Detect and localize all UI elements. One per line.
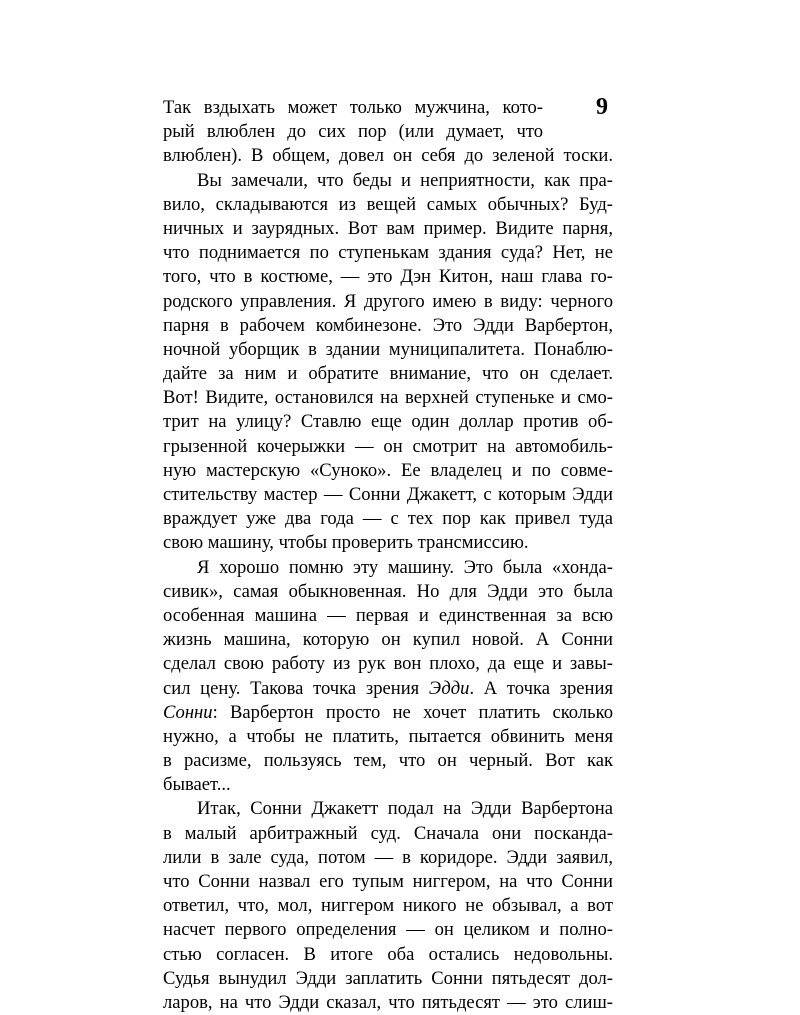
body-text bbox=[163, 96, 613, 1015]
text-line: ларов, на что Эдди сказал, что пятьдесят — это слиш- bbox=[163, 991, 613, 1013]
text-line: в малый арбитражный суд. Сначала они поскандa- bbox=[163, 822, 613, 844]
emphasis-sonny: Сонни bbox=[163, 701, 213, 723]
text-line: трит на улицу? Ставлю еще один доллар против об- bbox=[163, 411, 613, 433]
text-line: сивик», самая обыкновенная. Но для Эдди это была bbox=[163, 580, 613, 602]
text-line: парня в рабочем комбинезоне. Это Эдди Варбертон, bbox=[163, 314, 613, 336]
text-line: ночной уборщик в здании муниципалитета. Понаблю- bbox=[163, 338, 613, 360]
text-line: Вот! Видите, остановился на верхней ступеньке и смо- bbox=[163, 387, 613, 409]
text-line: нужно, а чтобы не платить, пытается обвинить меня bbox=[163, 725, 613, 747]
text-line: стью согласен. В итоге оба остались недовольны. bbox=[163, 943, 613, 965]
text-line: ответил, что, мол, ниггером никого не обзывал, а вот bbox=[163, 895, 613, 917]
text-line: в расизме, пользуясь тем, что он черный. Вот как bbox=[163, 750, 613, 772]
text-line: рый влюблен до сих пор (или думает, что bbox=[163, 121, 543, 143]
text-segment: сил цену. Такова точка зрения bbox=[163, 677, 429, 699]
text-line: ничных и заурядных. Вот вам пример. Видите парня, bbox=[163, 217, 613, 239]
text-line: Так вздыхать может только мужчина, кото- bbox=[163, 97, 543, 118]
text-line: стительству мастер — Сонни Джакетт, с которым Эдди bbox=[163, 484, 613, 505]
text-line: сделал свою работу из рук вон плохо, да еще и завы- bbox=[163, 653, 613, 675]
page-number: 9 bbox=[596, 94, 608, 120]
text-line: Итак, Сонни Джакетт подал на Эдди Варбертона bbox=[197, 798, 613, 820]
text-line: что поднимается по ступенькам здания суда? Нет, не bbox=[163, 242, 613, 264]
text-line: родского управления. Я другого имею в виду: черного bbox=[163, 290, 613, 312]
emphasis-eddie: Эдди bbox=[428, 677, 470, 699]
text-line: влюблен). В общем, довел он себя до зеленой тоски. bbox=[163, 145, 613, 167]
text-line: бывает... bbox=[163, 774, 231, 796]
text-line: дайте за ним и обратите внимание, что он сделает. bbox=[163, 363, 613, 385]
text-line: Я хорошо помню эту машину. Это была «хонда- bbox=[197, 556, 613, 578]
text-line: свою машину, чтобы проверить трансмиссию. bbox=[163, 532, 529, 554]
text-line: ную мастерскую «Суноко». Ее владелец и по совме- bbox=[163, 459, 613, 481]
text-segment: . А точка зрения bbox=[469, 677, 614, 699]
text-line: грызенной кочерыжки — он смотрит на автомобиль- bbox=[163, 435, 613, 457]
text-line: насчет первого определения — он целиком и полно- bbox=[163, 919, 613, 941]
text-line: особенная машина — первая и единственная за всю bbox=[163, 604, 613, 626]
text-line: Вы замечали, что беды и неприятности, как пра- bbox=[197, 169, 613, 191]
text-line: лили в зале суда, потом — в коридоре. Эдди заявил, bbox=[163, 846, 613, 868]
text-line: вило, складываются из вещей самых обычных? Буд- bbox=[163, 193, 613, 215]
text-line bbox=[163, 677, 613, 701]
text-line: что Сонни назвал его тупым ниггером, на что Сонни bbox=[163, 871, 613, 892]
text-line bbox=[163, 701, 613, 725]
text-line: жизнь машина, которую он купил новой. А Сонни bbox=[163, 629, 613, 651]
text-line: враждует уже два года — с тех пор как привел туда bbox=[163, 508, 613, 530]
text-line: Судья вынудил Эдди заплатить Сонни пятьдесят дол- bbox=[163, 967, 613, 989]
text-segment: : Варбертон просто не хочет платить сколько bbox=[212, 701, 613, 723]
text-line: того, что в костюме, — это Дэн Китон, наш глава го- bbox=[163, 266, 613, 288]
